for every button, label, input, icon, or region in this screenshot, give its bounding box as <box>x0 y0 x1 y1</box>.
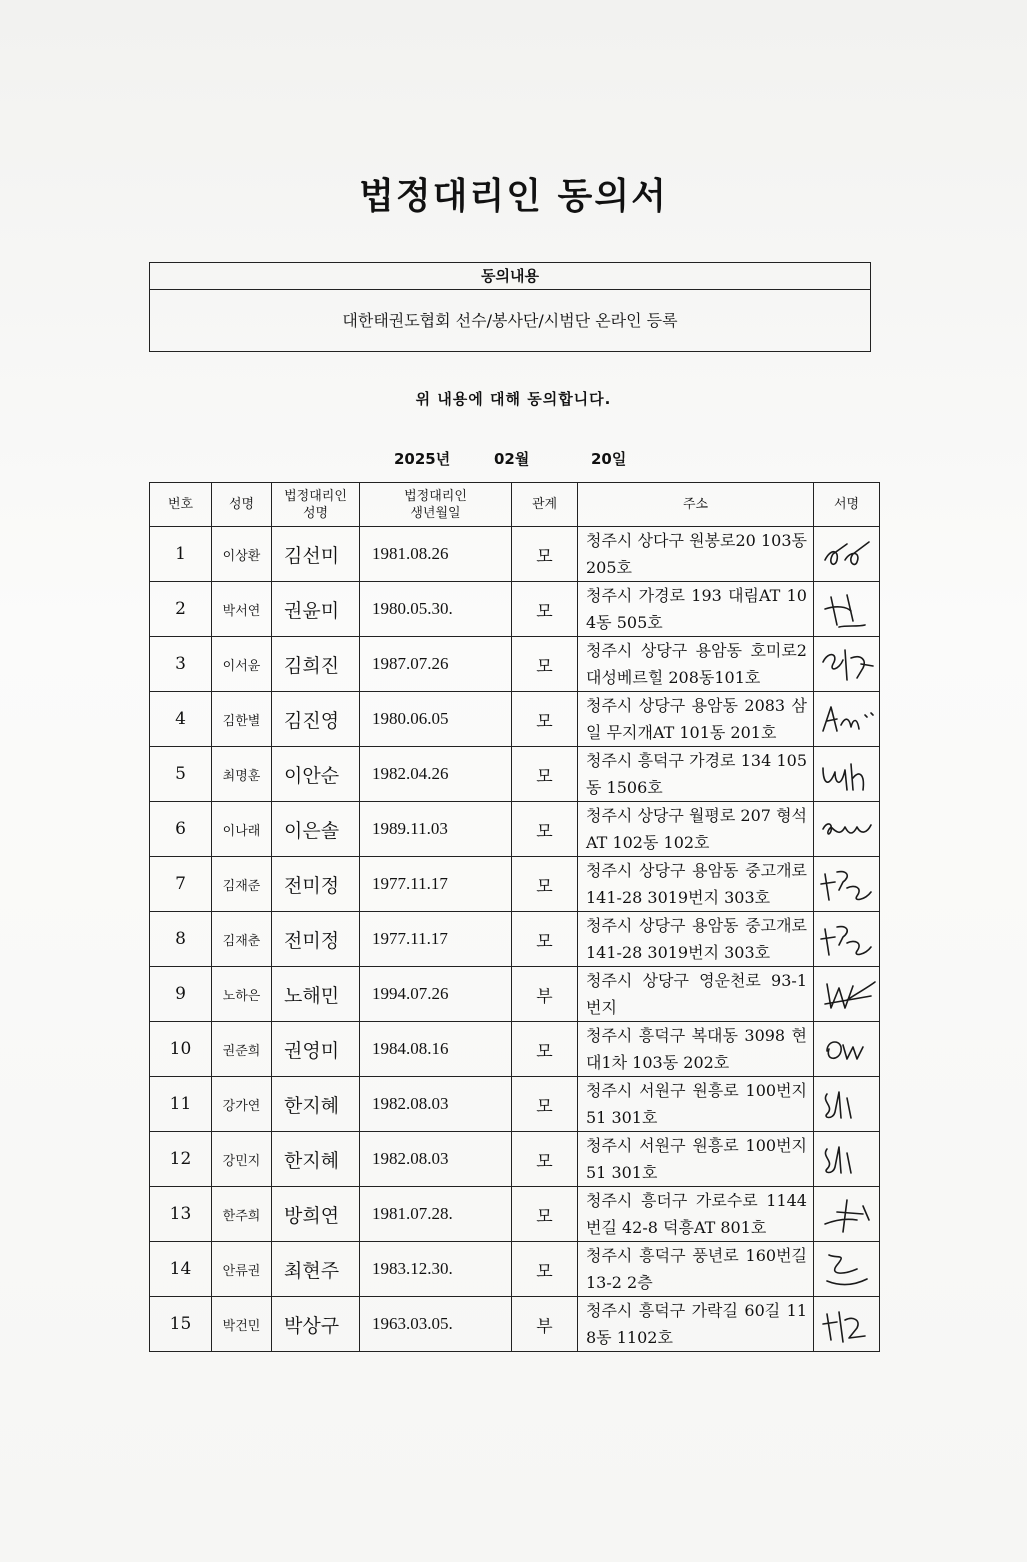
handwritten-signature <box>817 1025 877 1073</box>
relation: 모 <box>512 1132 578 1187</box>
relation: 모 <box>512 1077 578 1132</box>
row-number: 5 <box>150 747 212 802</box>
row-number: 11 <box>150 1077 212 1132</box>
handwritten-signature <box>817 1300 877 1348</box>
guardian-birthdate: 1987.07.26 <box>360 637 512 692</box>
guardian-name: 전미정 <box>272 857 360 912</box>
header-name: 성명 <box>212 483 272 527</box>
table-row <box>150 692 880 747</box>
consent-header: 동의내용 <box>150 263 870 290</box>
signature-cell <box>814 857 880 912</box>
guardian-birthdate: 1980.06.05 <box>360 692 512 747</box>
row-number: 3 <box>150 637 212 692</box>
handwritten-signature <box>817 1190 877 1238</box>
handwritten-signature <box>817 1080 877 1128</box>
handwritten-signature <box>817 1135 877 1183</box>
child-name: 김재준 <box>212 857 272 912</box>
relation: 모 <box>512 1022 578 1077</box>
child-name: 노하은 <box>212 967 272 1022</box>
table-row <box>150 582 880 637</box>
header-no: 번호 <box>150 483 212 527</box>
handwritten-signature <box>817 750 877 798</box>
signature-cell <box>814 1187 880 1242</box>
child-name: 이서윤 <box>212 637 272 692</box>
guardian-name: 권영미 <box>272 1022 360 1077</box>
table-row <box>150 857 880 912</box>
guardian-name: 한지혜 <box>272 1077 360 1132</box>
signature-cell <box>814 1022 880 1077</box>
signature-cell <box>814 1297 880 1352</box>
signature-cell <box>814 637 880 692</box>
address: 청주시 흥덕구 풍년로 160번길 13-2 2층 <box>578 1242 814 1297</box>
address: 청주시 상당구 용암동 중고개로 141-28 3019번지 303호 <box>578 912 814 967</box>
table-header-row <box>150 483 880 527</box>
row-number: 4 <box>150 692 212 747</box>
guardian-name: 김진영 <box>272 692 360 747</box>
handwritten-signature <box>817 640 877 688</box>
table-row <box>150 747 880 802</box>
address: 청주시 흥더구 가로수로 1144번길 42-8 덕흥AT 801호 <box>578 1187 814 1242</box>
agree-statement: 위 내용에 대해 동의합니다. <box>415 390 612 408</box>
signature-cell <box>814 1242 880 1297</box>
handwritten-signature <box>817 970 877 1018</box>
signature-cell <box>814 692 880 747</box>
row-number: 9 <box>150 967 212 1022</box>
row-number: 15 <box>150 1297 212 1352</box>
header-rep-birth <box>360 483 512 527</box>
guardian-birthdate: 1982.08.03 <box>360 1077 512 1132</box>
signature-cell <box>814 1132 880 1187</box>
guardian-birthdate: 1981.07.28. <box>360 1187 512 1242</box>
row-number: 13 <box>150 1187 212 1242</box>
guardian-birthdate: 1982.04.26 <box>360 747 512 802</box>
child-name: 김한별 <box>212 692 272 747</box>
table-row <box>150 527 880 582</box>
guardian-birthdate: 1983.12.30. <box>360 1242 512 1297</box>
header-signature: 서명 <box>814 483 880 527</box>
relation: 부 <box>512 1297 578 1352</box>
address: 청주시 상당구 월평로 207 형석AT 102동 102호 <box>578 802 814 857</box>
guardian-table <box>149 482 880 1352</box>
guardian-name: 이은솔 <box>272 802 360 857</box>
signature-cell <box>814 1077 880 1132</box>
guardian-birthdate: 1977.11.17 <box>360 912 512 967</box>
row-number: 2 <box>150 582 212 637</box>
guardian-birthdate: 1977.11.17 <box>360 857 512 912</box>
relation: 부 <box>512 967 578 1022</box>
handwritten-signature <box>817 530 877 578</box>
row-number: 7 <box>150 857 212 912</box>
header-address: 주소 <box>578 483 814 527</box>
relation: 모 <box>512 637 578 692</box>
guardian-name: 이안순 <box>272 747 360 802</box>
header-rep-name <box>272 483 360 527</box>
address: 청주시 흥덕구 복대동 3098 현대1차 103동 202호 <box>578 1022 814 1077</box>
child-name: 최명훈 <box>212 747 272 802</box>
table-row <box>150 1077 880 1132</box>
child-name: 박건민 <box>212 1297 272 1352</box>
address: 청주시 상당구 용암동 중고개로 141-28 3019번지 303호 <box>578 857 814 912</box>
guardian-name: 전미정 <box>272 912 360 967</box>
guardian-name: 김선미 <box>272 527 360 582</box>
row-number: 1 <box>150 527 212 582</box>
child-name: 한주희 <box>212 1187 272 1242</box>
table-row <box>150 1297 880 1352</box>
signature-cell <box>814 582 880 637</box>
child-name: 권준희 <box>212 1022 272 1077</box>
guardian-name: 김희진 <box>272 637 360 692</box>
row-number: 6 <box>150 802 212 857</box>
guardian-name: 박상구 <box>272 1297 360 1352</box>
guardian-birthdate: 1982.08.03 <box>360 1132 512 1187</box>
relation: 모 <box>512 912 578 967</box>
relation: 모 <box>512 692 578 747</box>
handwritten-signature <box>817 585 877 633</box>
address: 청주시 서원구 원흥로 100번지 51 301호 <box>578 1077 814 1132</box>
consent-box <box>149 262 871 352</box>
row-number: 14 <box>150 1242 212 1297</box>
signature-cell <box>814 802 880 857</box>
child-name: 강가연 <box>212 1077 272 1132</box>
guardian-birthdate: 1963.03.05. <box>360 1297 512 1352</box>
address: 청주시 서원구 원흥로 100번지 51 301호 <box>578 1132 814 1187</box>
signature-cell <box>814 527 880 582</box>
relation: 모 <box>512 802 578 857</box>
signature-cell <box>814 912 880 967</box>
address: 청주시 상당구 용암동 호미로2 대성베르힐 208동101호 <box>578 637 814 692</box>
relation: 모 <box>512 857 578 912</box>
guardian-birthdate: 1989.11.03 <box>360 802 512 857</box>
address: 청주시 가경로 193 대림AT 104동 505호 <box>578 582 814 637</box>
guardian-name: 권윤미 <box>272 582 360 637</box>
signature-cell <box>814 967 880 1022</box>
relation: 모 <box>512 527 578 582</box>
relation: 모 <box>512 1187 578 1242</box>
relation: 모 <box>512 747 578 802</box>
row-number: 12 <box>150 1132 212 1187</box>
table-row <box>150 1132 880 1187</box>
guardian-birthdate: 1994.07.26 <box>360 967 512 1022</box>
address: 청주시 상당구 용암동 2083 삼일 무지개AT 101동 201호 <box>578 692 814 747</box>
header-rep-birth-line2: 생년월일 <box>410 505 461 521</box>
child-name: 이상환 <box>212 527 272 582</box>
table-row <box>150 967 880 1022</box>
table-row <box>150 1022 880 1077</box>
table-row <box>150 802 880 857</box>
address: 청주시 흥덕구 가경로 134 105동 1506호 <box>578 747 814 802</box>
date-year: 2025년 <box>394 450 451 468</box>
child-name: 안류권 <box>212 1242 272 1297</box>
address: 청주시 상당구 영운천로 93-1번지 <box>578 967 814 1022</box>
guardian-birthdate: 1981.08.26 <box>360 527 512 582</box>
handwritten-signature <box>817 1245 877 1293</box>
date-day: 20일 <box>591 450 627 468</box>
table-row <box>150 1187 880 1242</box>
guardian-birthdate: 1984.08.16 <box>360 1022 512 1077</box>
address: 청주시 흥덕구 가락길 60길 118동 1102호 <box>578 1297 814 1352</box>
header-rep-birth-line1: 법정대리인 <box>404 488 467 504</box>
date-month: 02월 <box>494 450 530 468</box>
child-name: 김재춘 <box>212 912 272 967</box>
table-row <box>150 637 880 692</box>
handwritten-signature <box>817 915 877 963</box>
child-name: 이나래 <box>212 802 272 857</box>
handwritten-signature <box>817 860 877 908</box>
table-row <box>150 912 880 967</box>
address: 청주시 상다구 원봉로20 103동205호 <box>578 527 814 582</box>
guardian-birthdate: 1980.05.30. <box>360 582 512 637</box>
guardian-name: 방희연 <box>272 1187 360 1242</box>
consent-text: 대한태권도협회 선수/봉사단/시범단 온라인 등록 <box>342 311 678 330</box>
relation: 모 <box>512 1242 578 1297</box>
document-title: 법정대리인 동의서 <box>359 175 668 217</box>
row-number: 10 <box>150 1022 212 1077</box>
header-relation: 관계 <box>512 483 578 527</box>
table-row <box>150 1242 880 1297</box>
child-name: 박서연 <box>212 582 272 637</box>
signature-cell <box>814 747 880 802</box>
handwritten-signature <box>817 805 877 853</box>
header-rep-name-line1: 법정대리인 <box>284 488 347 504</box>
table-body <box>150 527 880 1352</box>
child-name: 강민지 <box>212 1132 272 1187</box>
guardian-name: 한지혜 <box>272 1132 360 1187</box>
handwritten-signature <box>817 695 877 743</box>
guardian-name: 최현주 <box>272 1242 360 1297</box>
relation: 모 <box>512 582 578 637</box>
header-rep-name-line2: 성명 <box>302 505 329 521</box>
guardian-name: 노해민 <box>272 967 360 1022</box>
row-number: 8 <box>150 912 212 967</box>
